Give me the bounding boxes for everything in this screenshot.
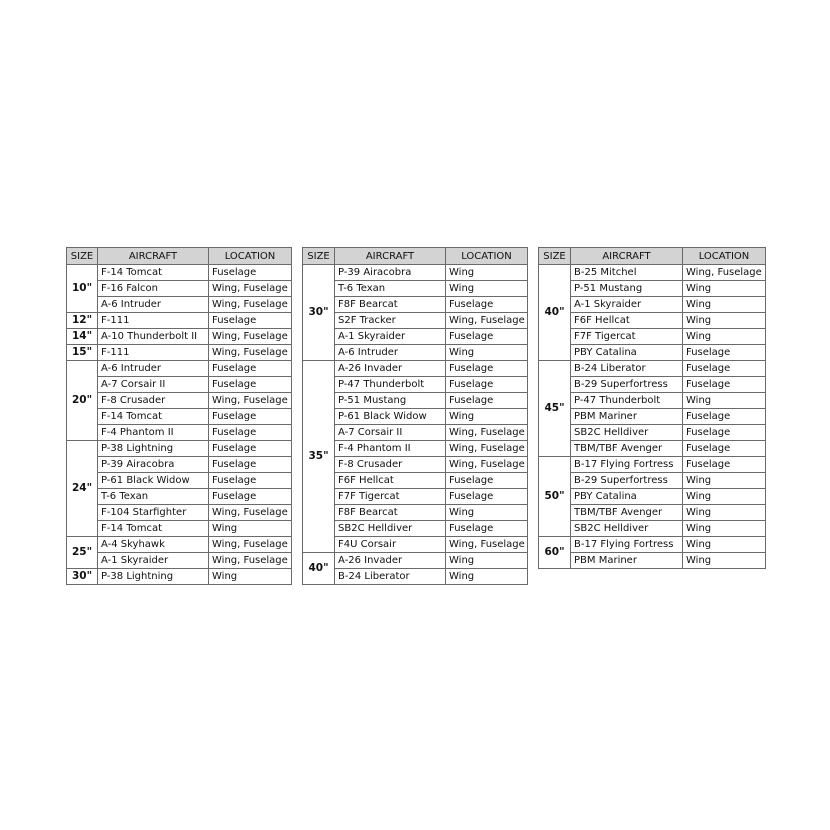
table-row bbox=[539, 553, 766, 569]
aircraft-cell: PBY Catalina bbox=[571, 489, 683, 505]
location-cell: Fuselage bbox=[683, 441, 766, 457]
size-header: SIZE bbox=[539, 248, 571, 265]
location-cell: Fuselage bbox=[209, 473, 292, 489]
location-cell: Wing, Fuselage bbox=[209, 345, 292, 361]
aircraft-cell: A-4 Skyhawk bbox=[98, 537, 209, 553]
table-row bbox=[67, 265, 292, 281]
aircraft-header: AIRCRAFT bbox=[571, 248, 683, 265]
location-cell: Wing bbox=[683, 489, 766, 505]
location-cell: Wing bbox=[209, 521, 292, 537]
aircraft-cell: A-6 Intruder bbox=[335, 345, 446, 361]
table-row bbox=[539, 345, 766, 361]
table-row bbox=[539, 393, 766, 409]
table-row bbox=[303, 345, 528, 361]
table-header-row bbox=[539, 248, 766, 265]
location-cell: Wing bbox=[683, 473, 766, 489]
table-row bbox=[67, 281, 292, 297]
table-row bbox=[303, 313, 528, 329]
location-cell: Fuselage bbox=[446, 393, 528, 409]
table-row bbox=[67, 425, 292, 441]
location-cell: Wing bbox=[683, 297, 766, 313]
location-cell: Wing bbox=[683, 281, 766, 297]
size-cell: 50" bbox=[539, 457, 571, 537]
aircraft-cell: A-1 Skyraider bbox=[571, 297, 683, 313]
location-cell: Fuselage bbox=[446, 473, 528, 489]
table-row bbox=[303, 537, 528, 553]
table-row bbox=[67, 329, 292, 345]
location-cell: Fuselage bbox=[209, 409, 292, 425]
aircraft-header: AIRCRAFT bbox=[335, 248, 446, 265]
location-cell: Fuselage bbox=[446, 489, 528, 505]
table-row bbox=[67, 297, 292, 313]
location-cell: Wing, Fuselage bbox=[683, 265, 766, 281]
table-row bbox=[539, 505, 766, 521]
location-cell: Fuselage bbox=[209, 425, 292, 441]
aircraft-cell: F6F Hellcat bbox=[571, 313, 683, 329]
table-row bbox=[67, 489, 292, 505]
table-row bbox=[303, 329, 528, 345]
table-row bbox=[539, 281, 766, 297]
location-cell: Wing bbox=[683, 521, 766, 537]
location-cell: Wing bbox=[683, 329, 766, 345]
size-cell: 60" bbox=[539, 537, 571, 569]
location-cell: Fuselage bbox=[209, 457, 292, 473]
aircraft-cell: PBY Catalina bbox=[571, 345, 683, 361]
location-cell: Fuselage bbox=[209, 489, 292, 505]
aircraft-cell: A-1 Skyraider bbox=[335, 329, 446, 345]
table-row bbox=[303, 409, 528, 425]
table-row bbox=[67, 521, 292, 537]
table-row bbox=[303, 393, 528, 409]
table-row bbox=[303, 489, 528, 505]
size-cell: 24" bbox=[67, 441, 98, 537]
table-row bbox=[303, 441, 528, 457]
aircraft-cell: P-47 Thunderbolt bbox=[571, 393, 683, 409]
aircraft-cell: T-6 Texan bbox=[98, 489, 209, 505]
table-row bbox=[539, 441, 766, 457]
location-cell: Wing, Fuselage bbox=[446, 313, 528, 329]
table-row bbox=[67, 441, 292, 457]
size-cell: 12" bbox=[67, 313, 98, 329]
table-row bbox=[303, 553, 528, 569]
location-cell: Wing bbox=[446, 265, 528, 281]
location-cell: Wing bbox=[683, 553, 766, 569]
location-cell: Wing bbox=[446, 569, 528, 585]
location-cell: Fuselage bbox=[683, 361, 766, 377]
location-cell: Fuselage bbox=[683, 457, 766, 473]
aircraft-cell: P-38 Lightning bbox=[98, 569, 209, 585]
table-row bbox=[303, 457, 528, 473]
aircraft-cell: A-6 Intruder bbox=[98, 297, 209, 313]
table-row bbox=[539, 313, 766, 329]
aircraft-cell: T-6 Texan bbox=[335, 281, 446, 297]
table-header-row bbox=[303, 248, 528, 265]
table-row bbox=[303, 265, 528, 281]
table-row bbox=[67, 313, 292, 329]
table-row bbox=[539, 457, 766, 473]
location-cell: Fuselage bbox=[683, 377, 766, 393]
aircraft-cell: F7F Tigercat bbox=[335, 489, 446, 505]
size-cell: 15" bbox=[67, 345, 98, 361]
table-row bbox=[539, 409, 766, 425]
aircraft-cell: F-14 Tomcat bbox=[98, 409, 209, 425]
size-cell: 30" bbox=[303, 265, 335, 361]
location-cell: Fuselage bbox=[683, 425, 766, 441]
aircraft-cell: P-47 Thunderbolt bbox=[335, 377, 446, 393]
location-cell: Wing, Fuselage bbox=[209, 393, 292, 409]
aircraft-cell: A-10 Thunderbolt II bbox=[98, 329, 209, 345]
location-cell: Wing bbox=[209, 569, 292, 585]
table-row bbox=[67, 345, 292, 361]
aircraft-cell: A-26 Invader bbox=[335, 553, 446, 569]
table-row bbox=[67, 553, 292, 569]
table-row bbox=[67, 537, 292, 553]
location-cell: Fuselage bbox=[209, 377, 292, 393]
aircraft-cell: B-17 Flying Fortress bbox=[571, 457, 683, 473]
table-row bbox=[539, 329, 766, 345]
table-row bbox=[67, 457, 292, 473]
table-row bbox=[67, 409, 292, 425]
table-row bbox=[539, 489, 766, 505]
table-row bbox=[303, 297, 528, 313]
size-cell: 30" bbox=[67, 569, 98, 585]
aircraft-cell: A-7 Corsair II bbox=[335, 425, 446, 441]
aircraft-cell: P-51 Mustang bbox=[335, 393, 446, 409]
size-header: SIZE bbox=[67, 248, 98, 265]
location-header: LOCATION bbox=[683, 248, 766, 265]
size-cell: 25" bbox=[67, 537, 98, 569]
location-cell: Wing, Fuselage bbox=[446, 425, 528, 441]
location-cell: Wing bbox=[446, 345, 528, 361]
location-cell: Fuselage bbox=[209, 441, 292, 457]
location-cell: Wing bbox=[683, 505, 766, 521]
aircraft-cell: F8F Bearcat bbox=[335, 297, 446, 313]
aircraft-cell: A-7 Corsair II bbox=[98, 377, 209, 393]
aircraft-cell: F-16 Falcon bbox=[98, 281, 209, 297]
aircraft-cell: A-1 Skyraider bbox=[98, 553, 209, 569]
aircraft-cell: F4U Corsair bbox=[335, 537, 446, 553]
aircraft-cell: P-51 Mustang bbox=[571, 281, 683, 297]
location-header: LOCATION bbox=[209, 248, 292, 265]
aircraft-cell: S2F Tracker bbox=[335, 313, 446, 329]
aircraft-cell: F7F Tigercat bbox=[571, 329, 683, 345]
aircraft-cell: F-111 bbox=[98, 313, 209, 329]
size-cell: 14" bbox=[67, 329, 98, 345]
location-cell: Wing, Fuselage bbox=[209, 281, 292, 297]
aircraft-cell: TBM/TBF Avenger bbox=[571, 505, 683, 521]
aircraft-cell: SB2C Helldiver bbox=[571, 521, 683, 537]
aircraft-cell: F-14 Tomcat bbox=[98, 521, 209, 537]
aircraft-cell: P-61 Black Widow bbox=[98, 473, 209, 489]
location-cell: Fuselage bbox=[446, 297, 528, 313]
size-cell: 40" bbox=[303, 553, 335, 585]
aircraft-cell: TBM/TBF Avenger bbox=[571, 441, 683, 457]
location-cell: Wing, Fuselage bbox=[209, 505, 292, 521]
aircraft-cell: F-14 Tomcat bbox=[98, 265, 209, 281]
location-cell: Fuselage bbox=[209, 313, 292, 329]
location-cell: Fuselage bbox=[209, 361, 292, 377]
aircraft-header: AIRCRAFT bbox=[98, 248, 209, 265]
location-cell: Wing, Fuselage bbox=[446, 537, 528, 553]
aircraft-cell: F-111 bbox=[98, 345, 209, 361]
table-row bbox=[539, 361, 766, 377]
location-cell: Fuselage bbox=[209, 265, 292, 281]
aircraft-cell: F-8 Crusader bbox=[335, 457, 446, 473]
aircraft-cell: F-4 Phantom II bbox=[335, 441, 446, 457]
table-row bbox=[303, 505, 528, 521]
aircraft-cell: P-39 Airacobra bbox=[98, 457, 209, 473]
table-row bbox=[539, 473, 766, 489]
table-row bbox=[539, 297, 766, 313]
aircraft-cell: B-24 Liberator bbox=[571, 361, 683, 377]
table-row bbox=[303, 425, 528, 441]
location-cell: Wing, Fuselage bbox=[209, 537, 292, 553]
aircraft-cell: SB2C Helldiver bbox=[335, 521, 446, 537]
location-cell: Wing, Fuselage bbox=[209, 553, 292, 569]
location-cell: Wing, Fuselage bbox=[209, 297, 292, 313]
table-row bbox=[539, 425, 766, 441]
location-cell: Fuselage bbox=[446, 377, 528, 393]
size-cell: 10" bbox=[67, 265, 98, 313]
location-cell: Fuselage bbox=[446, 521, 528, 537]
aircraft-cell: F-104 Starfighter bbox=[98, 505, 209, 521]
location-cell: Wing bbox=[446, 281, 528, 297]
aircraft-cell: B-29 Superfortress bbox=[571, 473, 683, 489]
table-row bbox=[67, 377, 292, 393]
aircraft-cell: P-61 Black Widow bbox=[335, 409, 446, 425]
location-cell: Wing bbox=[683, 393, 766, 409]
aircraft-cell: PBM Mariner bbox=[571, 409, 683, 425]
table-row bbox=[67, 569, 292, 585]
table-row bbox=[67, 393, 292, 409]
location-header: LOCATION bbox=[446, 248, 528, 265]
location-cell: Fuselage bbox=[683, 345, 766, 361]
table-row bbox=[539, 521, 766, 537]
size-cell: 20" bbox=[67, 361, 98, 441]
size-header: SIZE bbox=[303, 248, 335, 265]
aircraft-cell: B-29 Superfortress bbox=[571, 377, 683, 393]
table-row bbox=[539, 537, 766, 553]
size-table-2 bbox=[302, 247, 528, 585]
aircraft-cell: B-24 Liberator bbox=[335, 569, 446, 585]
table-row bbox=[539, 377, 766, 393]
table-row bbox=[303, 281, 528, 297]
location-cell: Wing bbox=[446, 553, 528, 569]
location-cell: Wing bbox=[446, 409, 528, 425]
aircraft-cell: F-4 Phantom II bbox=[98, 425, 209, 441]
table-row bbox=[303, 361, 528, 377]
location-cell: Fuselage bbox=[446, 361, 528, 377]
size-table-3 bbox=[538, 247, 766, 569]
table-header-row bbox=[67, 248, 292, 265]
table-row bbox=[67, 473, 292, 489]
aircraft-cell: F8F Bearcat bbox=[335, 505, 446, 521]
location-cell: Wing bbox=[683, 313, 766, 329]
size-cell: 35" bbox=[303, 361, 335, 553]
aircraft-cell: PBM Mariner bbox=[571, 553, 683, 569]
table-row bbox=[67, 505, 292, 521]
aircraft-cell: B-17 Flying Fortress bbox=[571, 537, 683, 553]
aircraft-cell: A-26 Invader bbox=[335, 361, 446, 377]
table-row bbox=[303, 521, 528, 537]
aircraft-cell: P-38 Lightning bbox=[98, 441, 209, 457]
location-cell: Wing, Fuselage bbox=[446, 441, 528, 457]
location-cell: Wing bbox=[446, 505, 528, 521]
aircraft-cell: F6F Hellcat bbox=[335, 473, 446, 489]
size-table-1 bbox=[66, 247, 292, 585]
aircraft-cell: A-6 Intruder bbox=[98, 361, 209, 377]
aircraft-cell: SB2C Helldiver bbox=[571, 425, 683, 441]
table-row bbox=[303, 377, 528, 393]
location-cell: Wing, Fuselage bbox=[209, 329, 292, 345]
table-row bbox=[67, 361, 292, 377]
aircraft-cell: B-25 Mitchel bbox=[571, 265, 683, 281]
location-cell: Fuselage bbox=[446, 329, 528, 345]
table-row bbox=[303, 569, 528, 585]
aircraft-cell: F-8 Crusader bbox=[98, 393, 209, 409]
table-row bbox=[303, 473, 528, 489]
location-cell: Fuselage bbox=[683, 409, 766, 425]
size-cell: 40" bbox=[539, 265, 571, 361]
size-cell: 45" bbox=[539, 361, 571, 457]
location-cell: Wing, Fuselage bbox=[446, 457, 528, 473]
aircraft-cell: P-39 Airacobra bbox=[335, 265, 446, 281]
location-cell: Wing bbox=[683, 537, 766, 553]
table-row bbox=[539, 265, 766, 281]
